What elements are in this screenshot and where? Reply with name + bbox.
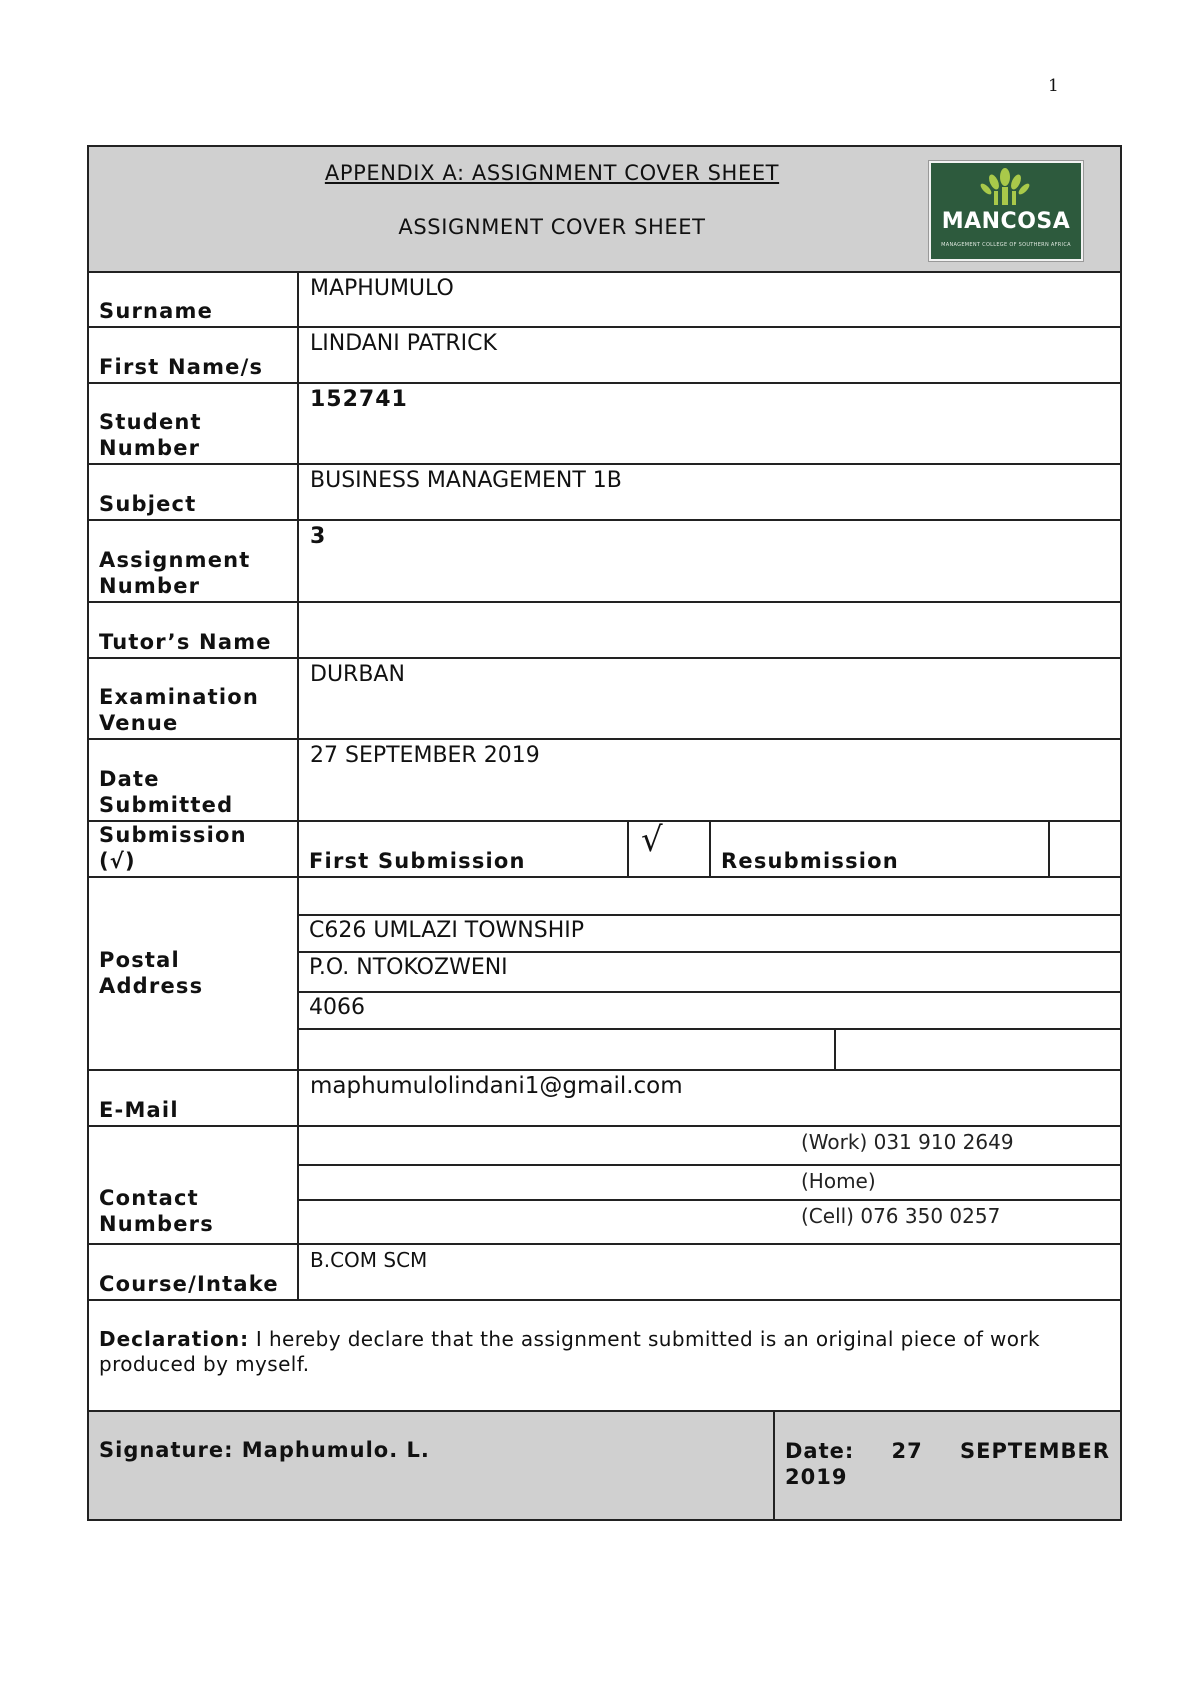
resubmission-label: Resubmission [711, 822, 1050, 876]
postal-code-cell-right[interactable] [836, 1030, 1120, 1069]
course-intake-label: Course/Intake [89, 1245, 299, 1299]
declaration-row [89, 1299, 1120, 1410]
first-submission-checkbox[interactable]: √ [629, 822, 711, 876]
surname-value[interactable]: MAPHUMULO [310, 276, 454, 301]
postal-code-row [299, 1028, 1120, 1069]
declaration-label: Declaration: [99, 1327, 250, 1351]
course-intake-value[interactable]: B.COM SCM [310, 1248, 428, 1272]
declaration-text: I hereby declare that the assignment submitted is an original piece of work produced by myself. [99, 1327, 1041, 1376]
surname-row [89, 271, 1120, 326]
postal-code-cell-left[interactable] [299, 1030, 836, 1069]
date-submitted-row [89, 738, 1120, 820]
tutor-name-label: Tutor’s Name [89, 603, 299, 657]
postal-line[interactable]: 4066 [299, 991, 1120, 1028]
assignment-number-label: Assignment Number [89, 521, 299, 601]
tutor-name-row [89, 601, 1120, 657]
email-label: E-Mail [89, 1071, 299, 1125]
date-submitted-value[interactable]: 27 SEPTEMBER 2019 [310, 743, 540, 768]
appendix-title: APPENDIX A: ASSIGNMENT COVER SHEET [324, 161, 780, 185]
logo-tagline: MANAGEMENT COLLEGE OF SOUTHERN AFRICA [941, 242, 1071, 248]
contact-numbers-label: Contact Numbers [89, 1127, 299, 1243]
subject-value[interactable]: BUSINESS MANAGEMENT 1B [310, 468, 622, 493]
contact-numbers-lines [299, 1127, 1120, 1243]
submission-label: Submission (√) [89, 822, 299, 876]
work-phone[interactable]: (Work) 031 910 2649 [801, 1130, 1014, 1154]
home-phone[interactable]: (Home) [299, 1164, 1120, 1199]
page-number: 1 [1048, 76, 1059, 96]
tutor-name-value[interactable] [299, 603, 1120, 657]
subject-row [89, 463, 1120, 519]
resubmission-checkbox[interactable] [1050, 822, 1120, 876]
logo-wordmark: MANCOSA [941, 209, 1071, 234]
assignment-number-value[interactable]: 3 [310, 524, 327, 549]
signature-date[interactable]: Date: 27 SEPTEMBER 2019 [785, 1439, 1110, 1489]
first-names-row [89, 326, 1120, 382]
mancosa-logo [929, 161, 1083, 261]
date-submitted-label: Date Submitted [89, 740, 299, 820]
first-names-label: First Name/s [89, 328, 299, 382]
student-number-row [89, 382, 1120, 463]
student-number-label: Student Number [89, 384, 299, 463]
course-intake-row [89, 1243, 1120, 1299]
subject-label: Subject [89, 465, 299, 519]
declaration [89, 1301, 1120, 1410]
first-submission-label: First Submission [299, 822, 629, 876]
signature-row [89, 1410, 1120, 1519]
header-row [89, 147, 1120, 271]
postal-address-label: Postal Address [89, 878, 299, 1069]
postal-address-lines [299, 878, 1120, 1069]
postal-line[interactable]: C626 UMLAZI TOWNSHIP [299, 914, 1120, 951]
examination-venue-value[interactable]: DURBAN [310, 662, 405, 687]
sheet-subtitle: ASSIGNMENT COVER SHEET [398, 215, 706, 239]
postal-address-row [89, 876, 1120, 1069]
signature[interactable]: Signature: Maphumulo. L. [89, 1412, 775, 1519]
postal-line[interactable] [299, 878, 1120, 914]
submission-row [89, 820, 1120, 876]
surname-label: Surname [89, 273, 299, 326]
examination-venue-label: Examination Venue [89, 659, 299, 738]
cover-sheet-table [87, 145, 1122, 1521]
postal-line[interactable]: P.O. NTOKOZWENI [299, 951, 1120, 991]
assignment-number-row [89, 519, 1120, 601]
first-names-value[interactable]: LINDANI PATRICK [310, 331, 497, 356]
email-value[interactable]: maphumulolindani1@gmail.com [310, 1073, 683, 1099]
cell-phone[interactable]: (Cell) 076 350 0257 [299, 1199, 1120, 1243]
student-number-value[interactable]: 152741 [310, 387, 408, 412]
email-row [89, 1069, 1120, 1125]
examination-venue-row [89, 657, 1120, 738]
contact-numbers-row [89, 1125, 1120, 1243]
